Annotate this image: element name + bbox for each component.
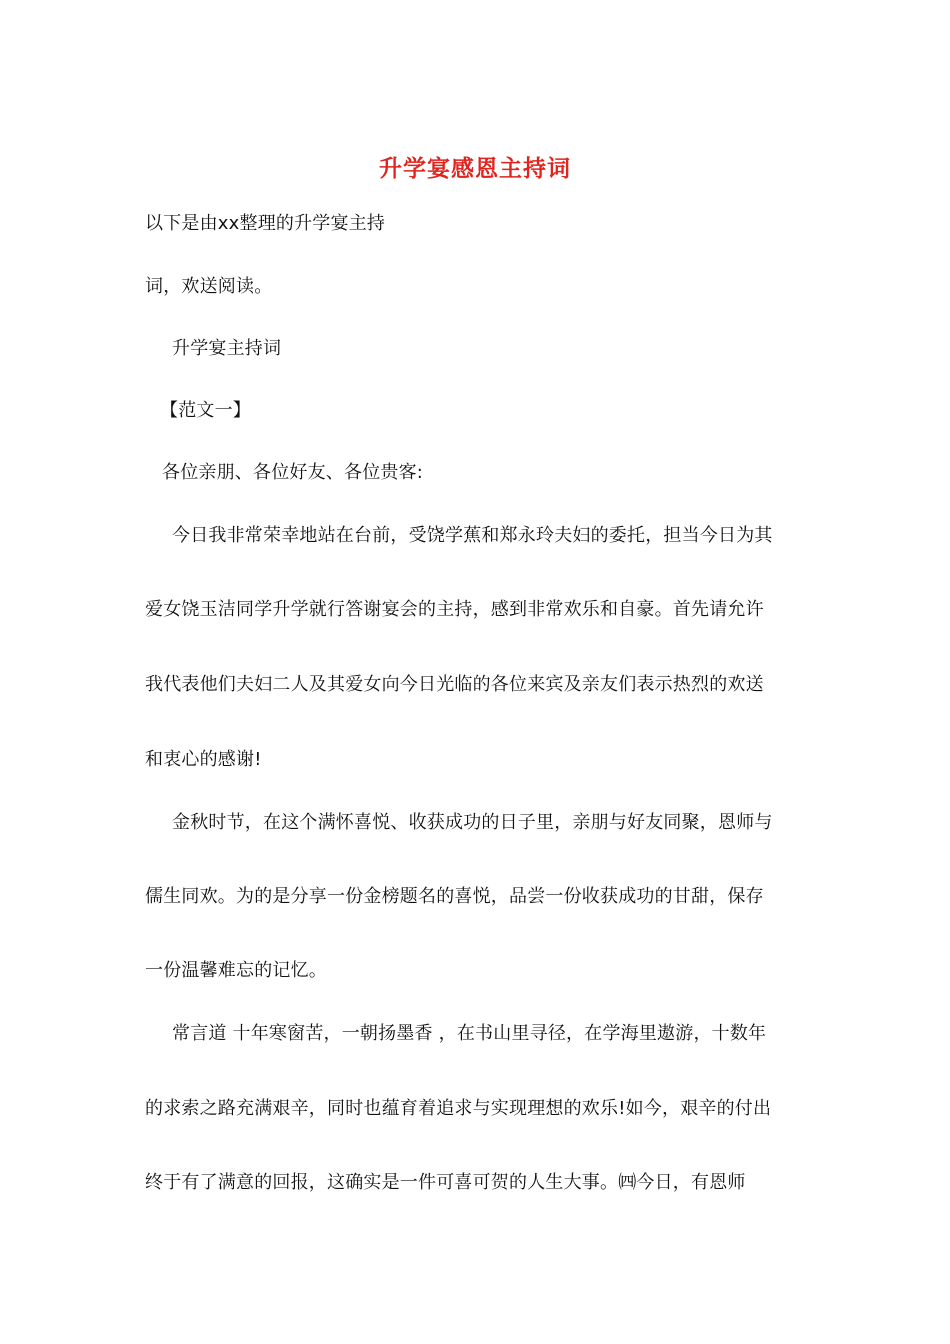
paragraph-line: 今日我非常荣幸地站在台前，受饶学蕉和郑永玲夫妇的委托，担当今日为其 — [172, 525, 773, 546]
paragraph-line: 终于有了满意的回报，这确实是一件可喜可贺的人生大事。㈣今日，有恩师 — [145, 1172, 746, 1193]
paragraph-line: 金秋时节，在这个满怀喜悦、收获成功的日子里，亲朋与好友同聚，恩师与 — [172, 812, 773, 833]
paragraph-line: 儒生同欢。为的是分享一份金榜题名的喜悦，品尝一份收获成功的甘甜，保存 — [145, 886, 764, 907]
document-title: 升学宴感恩主持词 — [379, 155, 571, 182]
paragraph-line: 以下是由xx整理的升学宴主持 — [145, 213, 386, 234]
paragraph-line: 和衷心的感谢! — [145, 749, 262, 770]
paragraph-line: 一份温馨难忘的记忆。 — [145, 960, 327, 981]
paragraph-line: 词，欢送阅读。 — [145, 276, 273, 297]
paragraph-line: 的求索之路充满艰辛，同时也蕴育着追求与实现理想的欢乐!如今，艰辛的付出 — [145, 1098, 772, 1119]
paragraph-line: 我代表他们夫妇二人及其爱女向今日光临的各位来宾及亲友们表示热烈的欢送 — [145, 674, 764, 695]
salutation-line: 各位亲朋、各位好友、各位贵客: — [162, 462, 424, 483]
section-label: 【范文一】 — [160, 400, 251, 421]
paragraph-line: 爱女饶玉洁同学升学就行答谢宴会的主持，感到非常欢乐和自豪。首先请允许 — [145, 599, 764, 620]
paragraph-line: 常言道 十年寒窗苦，一朝扬墨香 ，在书山里寻径，在学海里遨游，十数年 — [172, 1023, 767, 1044]
section-heading: 升学宴主持词 — [172, 338, 282, 359]
